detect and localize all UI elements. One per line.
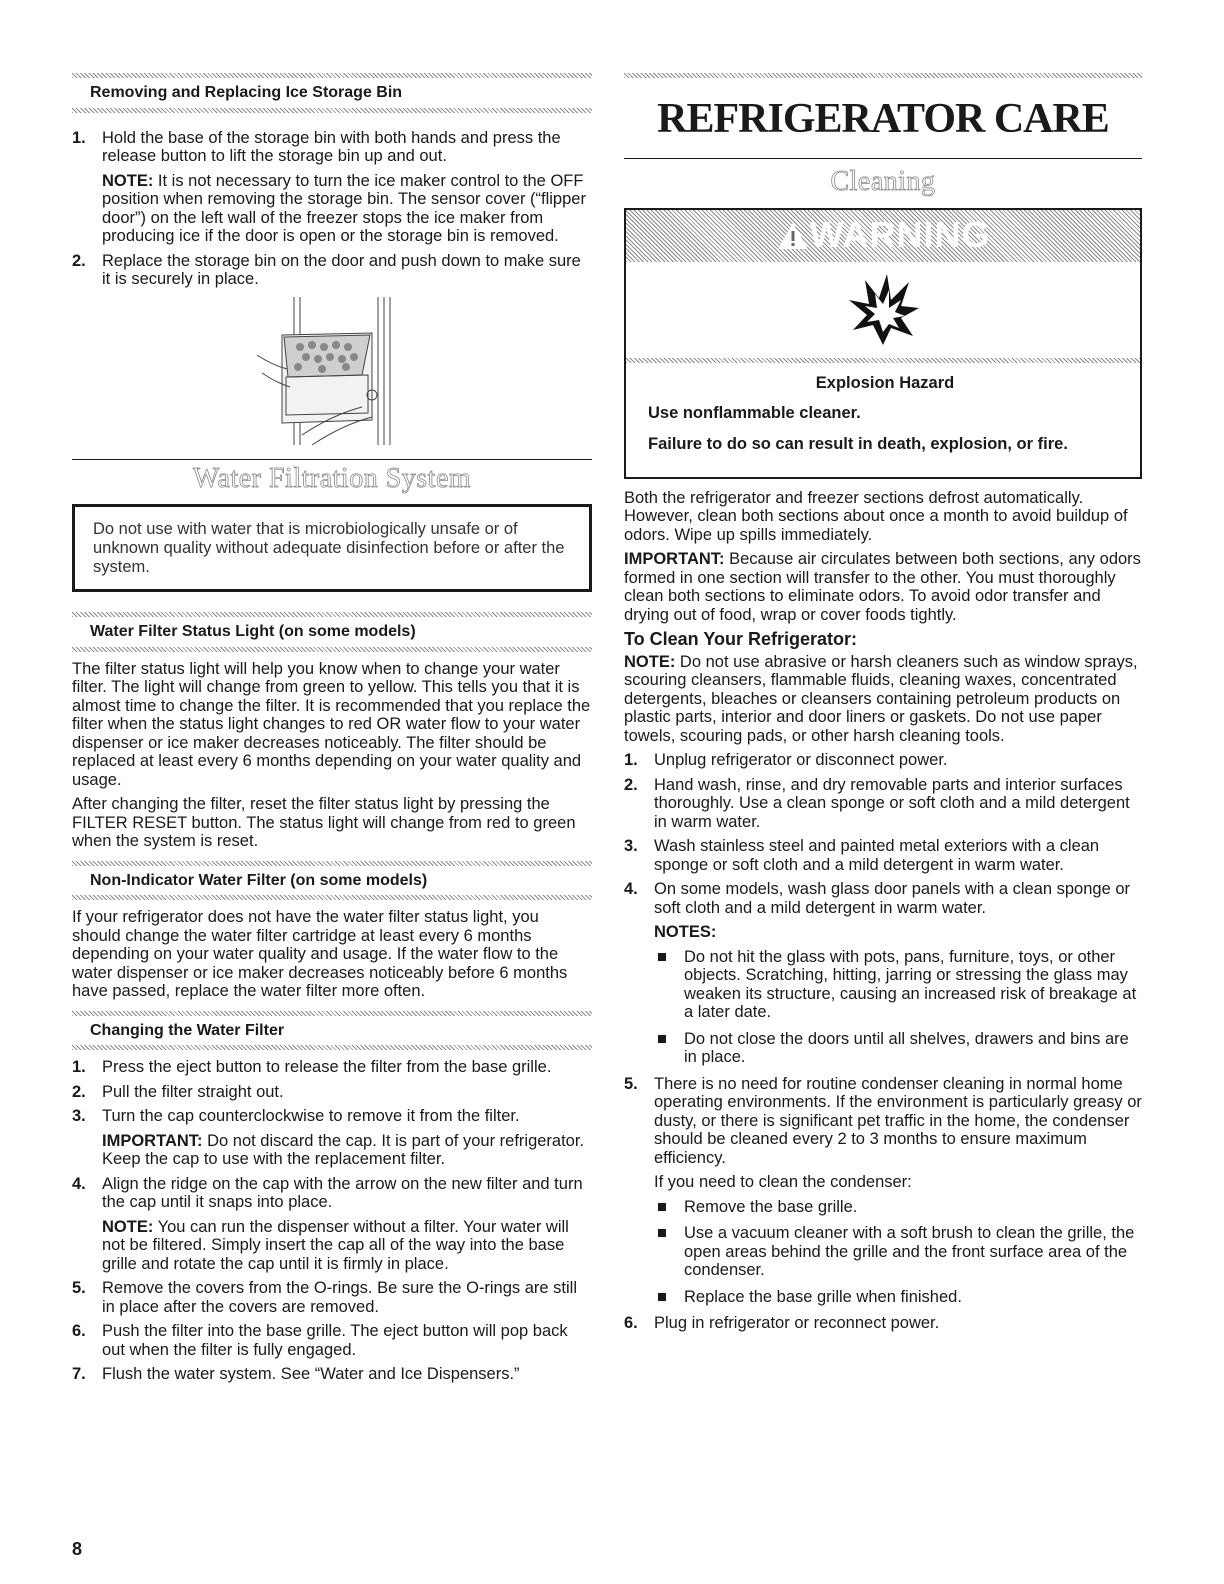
section-rule <box>624 158 1142 159</box>
list-item: 2. Pull the filter straight out. <box>72 1082 284 1101</box>
list-item: 2. Hand wash, rinse, and dry removable parts and interior surfaces thoroughly. Use a clean sponge or soft cloth and a mild detergent in warm water. <box>624 775 1130 831</box>
divider-bar <box>624 73 1142 78</box>
list-item: 6. Plug in refrigerator or reconnect power. <box>624 1314 940 1332</box>
explosion-icon <box>626 262 1140 358</box>
paragraph: After changing the filter, reset the filter status light by pressing the FILTER RESET button. The status light will change from red to green when the system is reset. <box>72 795 576 850</box>
list-item: 3. Turn the cap counterclockwise to remove it from the filter. IMPORTANT: Do not discard the cap. It is part of your refrigerator. Keep the cap to use with the replacement filter. <box>72 1107 592 1169</box>
water-filtration-title: Water Filtration System <box>192 462 472 494</box>
list-item: 3. Wash stainless steel and painted metal exteriors with a clean sponge or soft cloth and a mild detergent in warm water. <box>624 837 1100 874</box>
ice-bin-heading: Removing and Replacing Ice Storage Bin <box>90 84 403 101</box>
notes-label: NOTES: <box>654 923 717 941</box>
clean-heading: To Clean Your Refrigerator: <box>624 629 858 649</box>
list-item: 5. There is no need for routine condenser cleaning in normal home operating environments. If the environment is particularly greasy or dusty, or there is significant pet traffic in the home, the condenser should be cleaned every 2 to 3 months to ensure maximum efficiency. If you need to clean the condenser: Remove the base grille. Use a vacuum cleaner with a soft brush to clean the grille, the open areas behind the grille and the front surface area of the condenser. Replace the base grille when finished. <box>624 1074 1142 1306</box>
list-item: 7. Flush the water system. See “Water and Ice Dispensers.” <box>72 1365 520 1383</box>
list-item: 4. On some models, wash glass door panels with a clean sponge or soft cloth and a mild detergent in warm water. NOTES: Do not hit the glass with pots, pans, furniture, toys, or other objects. Scratching, hitting, jarring or stressing the glass may weaken its structure, causing an increased risk of breakage at a later date. Do not close the doors until all shelves, drawers and bins are in place. <box>624 880 1142 1067</box>
list-item: Replace the base grille when finished. <box>654 1288 1142 1307</box>
notice-box: Do not use with water that is microbiologically unsafe or of unknown quality without adequate disinfection before or after the system. <box>72 504 592 592</box>
section-rule <box>72 459 592 460</box>
non-indicator-heading: Non-Indicator Water Filter (on some models) <box>90 871 428 889</box>
list-item: 6. Push the filter into the base grille. The eject button will pop back out when the filter is fully engaged. <box>72 1322 568 1359</box>
divider-bar <box>72 108 592 113</box>
important-note: IMPORTANT: Because air circulates between both sections, any odors formed in one section will transfer to the other. You must thoroughly clean both sections to eliminate odors. To avoid odor transfer and drying out of food, wrap or cover foods tightly. <box>624 550 1141 624</box>
status-light-heading: Water Filter Status Light (on some models) <box>90 623 416 640</box>
list-item: Do not close the doors until all shelves, drawers and bins are in place. <box>654 1030 1142 1067</box>
list-item: 1. Hold the base of the storage bin with both hands and press the release button to lift the storage bin up and out. NOTE: It is not necessary to turn the ice maker control to the OFF position when removing the storage bin. The sensor cover (“flipper door”) on the left wall of the freezer stops the ice maker from producing ice if the door is open or the storage bin is removed. <box>72 129 592 246</box>
note: NOTE: It is not necessary to turn the ice maker control to the OFF position when removing the storage bin. The sensor cover (“flipper door”) on the left wall of the freezer stops the ice maker from producing ice if the door is open or the storage bin is removed. <box>102 171 586 245</box>
note: NOTE: Do not use abrasive or harsh cleaners such as window sprays, scouring cleansers, flammable fluids, cleaning waxes, concentrated detergents, bleaches or cleansers containing petroleum products on plastic parts, interior and door liners or gaskets. Do not use paper towels, scouring pads, or other harsh cleaning tools. <box>624 652 1138 745</box>
ice-bin-steps <box>72 129 592 289</box>
warning-text <box>626 363 1140 477</box>
warning-triangle-icon <box>776 221 810 251</box>
important-note: IMPORTANT: Do not discard the cap. It is part of your refrigerator. Keep the cap to use with the replacement filter. <box>102 1131 585 1168</box>
changing-filter-steps <box>72 1058 592 1384</box>
warning-box <box>624 208 1142 479</box>
cleaning-title: Cleaning <box>830 166 936 197</box>
warning-banner: WARNING <box>626 210 1140 262</box>
list-item: 1. Unplug refrigerator or disconnect power. <box>624 751 948 769</box>
paragraph: If your refrigerator does not have the water filter status light, you should change the water filter cartridge at least every 6 months depending on your water quality and usage. If the water flow to the water dispenser or ice maker decreases noticeably before 6 months have passed, replace the water filter more often. <box>72 908 568 1000</box>
list-item: 4. Align the ridge on the cap with the arrow on the new filter and turn the cap until it snaps into place. NOTE: You can run the dispenser without a filter. Your water will not be filtered. Simply insert the cap all of the way into the base grille and rotate the cap until it is firmly in place. <box>72 1175 592 1274</box>
list-item: 2. Replace the storage bin on the door and push down to make sure it is securely in place. <box>72 251 581 288</box>
list-item: Use a vacuum cleaner with a soft brush to clean the grille, the open areas behind the grille and the front surface area of the condenser. <box>654 1224 1142 1280</box>
page-title: REFRIGERATOR CARE <box>657 96 1109 142</box>
changing-filter-heading: Changing the Water Filter <box>90 1021 285 1039</box>
warning-line: Use nonflammable cleaner. <box>648 403 861 422</box>
left-column <box>72 0 592 1390</box>
list-item: 1. Press the eject button to release the filter from the base grille. <box>72 1058 552 1076</box>
condenser-list <box>654 1198 1142 1307</box>
ice-bin-illustration <box>72 295 592 453</box>
paragraph: The filter status light will help you know when to change your water filter. The light will change from green to yellow. This tells you that it is almost time to change the filter. It is recommended that you replace the filter when the status light changes to red OR water flow to your water dispenser or ice maker decreases noticeably. The filter should be replaced at least every 6 months depending on your water quality and usage. <box>72 659 591 789</box>
notes-list <box>654 948 1142 1067</box>
list-item: 5. Remove the covers from the O-rings. Be sure the O-rings are still in place after the covers are removed. <box>72 1279 578 1316</box>
list-item: Remove the base grille. <box>654 1198 1142 1217</box>
note: NOTE: You can run the dispenser without a filter. Your water will not be filtered. Simply insert the cap all of the way into the base grille and rotate the cap until it is firmly in place. <box>102 1217 569 1273</box>
paragraph: Both the refrigerator and freezer sections defrost automatically. However, clean both sections about once a month to avoid buildup of odors. Wipe up spills immediately. <box>624 488 1128 544</box>
page-number: 8 <box>72 1539 83 1559</box>
cleaning-steps <box>624 751 1142 1333</box>
list-item: Do not hit the glass with pots, pans, furniture, toys, or other objects. Scratching, hitting, jarring or stressing the glass may weaken its structure, causing an increased risk of breakage at a later date. <box>654 948 1142 1022</box>
warning-line: Failure to do so can result in death, explosion, or fire. <box>648 434 1068 453</box>
hazard-title: Explosion Hazard <box>815 373 955 392</box>
right-column <box>624 0 1142 1339</box>
